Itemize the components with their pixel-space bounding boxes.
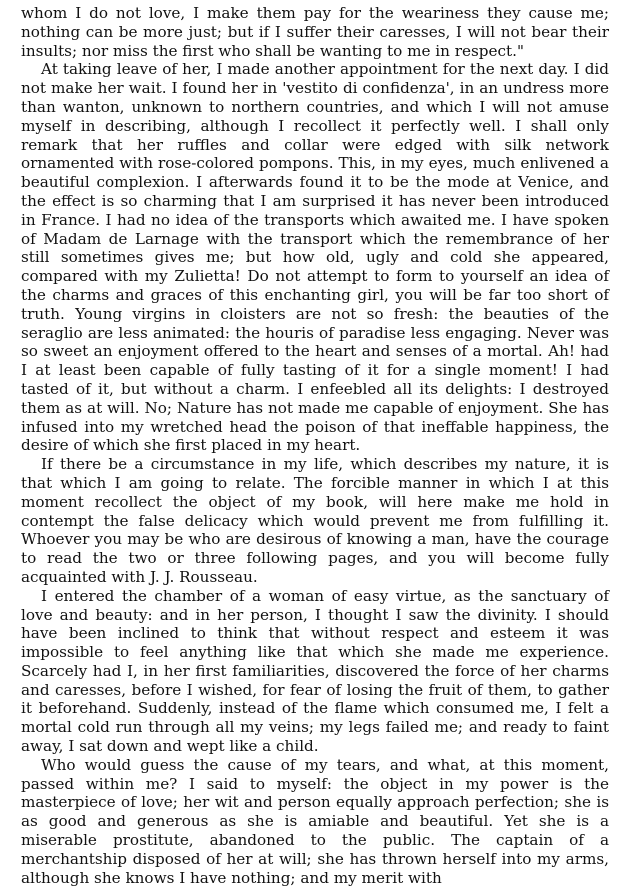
paragraph-circumstance: If there be a circumstance in my life, which describes my nature, it is that which I am going to relate. The forcible manner in which I at this moment recollect the object of my book, will here make me hold in contempt the false delicacy which would prevent me from fulfilling it. Whoever you may be who are desirous of knowing a man, have the courage to read the two or three following pages, and you will become fully acquainted with J. J. Rousseau.	[21, 455, 609, 586]
paragraph-tears: Who would guess the cause of my tears, and what, at this moment, passed within me? I said to myself: the object in my power is the masterpiece of love; her wit and person equally approach perfection; she is as good and generous as she is amiable and beautiful. Yet she is a miserable prostitute, abandoned to the public. The captain of a merchantship disposed of her at will; she has thrown herself into my arms, although she knows I have nothing; and my merit with	[21, 755, 609, 887]
paragraph-continuation: whom I do not love, I make them pay for the weariness they cause me; nothing can be more just; but if I suffer their caresses, I will not bear their insults; nor miss the first who shall be wanting to me in respect."	[21, 4, 609, 60]
document-page	[21, 4, 609, 887]
paragraph-chamber: I entered the chamber of a woman of easy virtue, as the sanctuary of love and beauty: and in her person, I thought I saw the divinity. I should have been inclined to think that without respect and esteem it was impossible to feel anything like that which she made me experience. Scarcely had I, in her first familiarities, discovered the force of her charms and caresses, before I wished, for fear of losing the fruit of them, to gather it beforehand. Suddenly, instead of the flame which consumed me, I felt a mortal cold run through all my veins; my legs failed me; and ready to faint away, I sat down and wept like a child.	[21, 586, 609, 756]
paragraph-zulietta-visit: At taking leave of her, I made another appointment for the next day. I did not make her wait. I found her in 'vestito di confidenza', in an undress more than wanton, unknown to northern countries, and which I will not amuse myself in describing, although I recollect it perfectly well. I shall only remark that her ruffles and collar were edged with silk network ornamented with rose-colored pompons. This, in my eyes, much enlivened a beautiful complexion. I afterwards found it to be the mode at Venice, and the effect is so charming that I am surprised it has never been introduced in France. I had no idea of the transports which awaited me. I have spoken of Madam de Larnage with the transport which the remembrance of her still sometimes gives me; but how old, ugly and cold she appeared, compared with my Zulietta! Do not attempt to form to yourself an idea of the charms and graces of this enchanting girl, you will be far too short of truth. Young virgins in cloisters are not so fresh: the beauties of the seraglio are less animated: the houris of paradise less engaging. Never was so sweet an enjoyment offered to the heart and senses of a mortal. Ah! had I at least been capable of fully tasting of it for a single moment! I had tasted of it, but without a charm. I enfeebled all its delights: I destroyed them as at will. No; Nature has not made me capable of enjoyment. She has infused into my wretched head the poison of that ineffable happiness, the desire of which she first placed in my heart.	[21, 60, 609, 455]
